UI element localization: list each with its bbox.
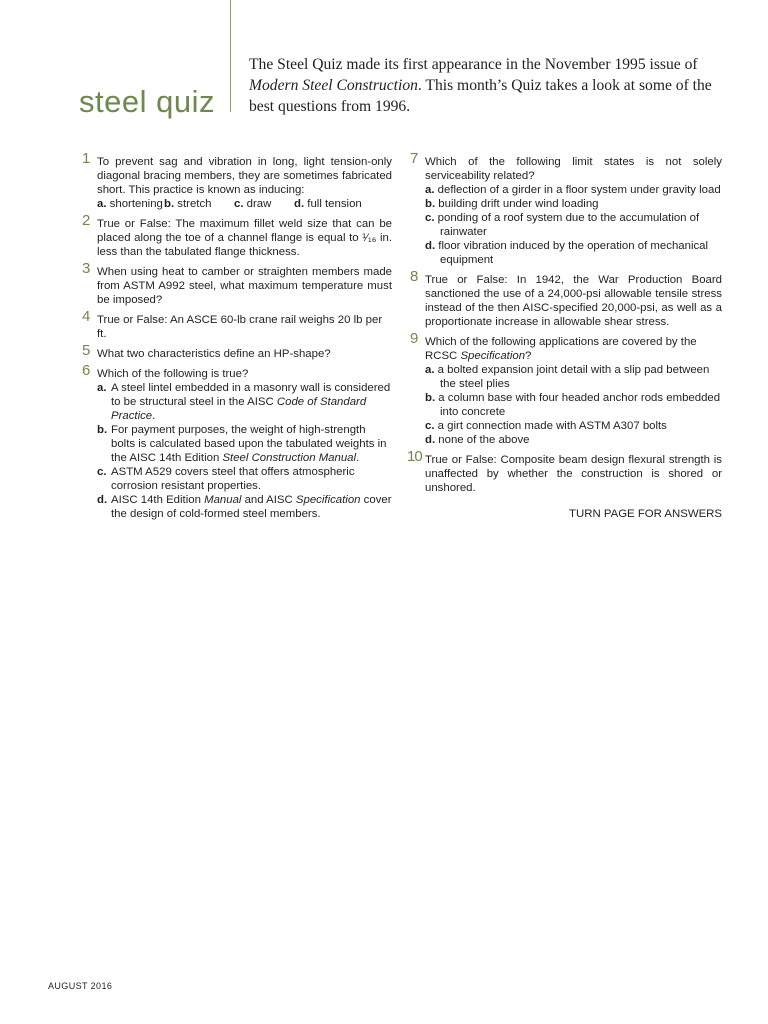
intro-paragraph xyxy=(249,54,729,117)
page-footer-date: AUGUST 2016 xyxy=(48,981,113,991)
question-7 xyxy=(410,150,722,267)
option-b: b. building drift under wind loading xyxy=(425,198,599,210)
intro-text-end: . This month’s Quiz takes a look at some of the best questions from 1996. xyxy=(249,77,712,115)
option-c: c. ASTM A529 covers steel that offers atmospheric corrosion resistant properties. xyxy=(97,466,355,492)
question-3 xyxy=(82,260,392,307)
option-d: d. full tension xyxy=(294,198,362,210)
question-number: 4 xyxy=(82,308,91,325)
left-column xyxy=(82,150,392,527)
option-c: c. ponding of a roof system due to the accumulation of rainwater xyxy=(425,212,700,238)
question-5 xyxy=(82,342,392,361)
question-text: Which of the following applications are covered by the RCSC Specification? xyxy=(425,336,697,362)
option-b: b. stretch xyxy=(164,198,212,210)
page-title: steel quiz xyxy=(79,84,215,119)
fraction: ¹⁄₁₆ xyxy=(362,232,377,244)
right-column xyxy=(407,150,722,521)
option-a: a. a bolted expansion joint detail with a slip pad between the steel plies xyxy=(425,364,710,390)
option-a: a. A steel lintel embedded in a masonry wall is considered to be structural steel in the AISC Code of Standard Practice. xyxy=(97,382,391,422)
option-b: b. For payment purposes, the weight of high-strength bolts is calculated based upon the tabulated weights in the AISC 14th Edition Steel Construction Manual. xyxy=(97,424,387,464)
option-c: c. draw xyxy=(234,198,272,210)
intro-text: The Steel Quiz made its first appearance in the November 1995 issue of xyxy=(249,56,698,73)
question-text: Which of the following limit states is not solely serviceability related? xyxy=(425,156,722,182)
turn-page-note: TURN PAGE FOR ANSWERS xyxy=(569,508,722,520)
question-text: To prevent sag and vibration in long, light tension-only diagonal bracing members, they are sometimes fabricated short. This practice is known as inducing: xyxy=(97,156,392,196)
question-10 xyxy=(407,448,722,495)
question-1 xyxy=(82,150,392,211)
question-6 xyxy=(82,362,392,521)
question-number: 3 xyxy=(82,260,91,277)
question-number: 2 xyxy=(82,212,91,229)
question-text: What two characteristics define an HP-shape? xyxy=(97,348,331,360)
question-text: True or False: In 1942, the War Production Board sanctioned the use of a 24,000-psi allowable tensile stress instead of the then AISC-specified 20,000-psi, as well as a proportionate increase in allowable shear stress. xyxy=(425,274,722,328)
question-text: Which of the following is true? xyxy=(97,368,249,380)
option-a: a. shortening xyxy=(97,198,163,210)
question-4 xyxy=(82,308,392,341)
option-a: a. deflection of a girder in a floor system under gravity load xyxy=(425,184,721,196)
question-number: 6 xyxy=(82,362,91,379)
question-number: 1 xyxy=(82,150,91,167)
header-divider xyxy=(230,0,231,112)
magazine-name: Modern Steel Construction xyxy=(249,77,418,94)
option-d: d. AISC 14th Edition Manual and AISC Specification cover the design of cold-formed steel members. xyxy=(97,494,392,520)
question-number: 7 xyxy=(410,150,419,167)
question-number: 5 xyxy=(82,342,91,359)
option-d: d. none of the above xyxy=(425,434,530,446)
question-8 xyxy=(410,268,722,329)
option-b: b. a column base with four headed anchor rods embedded into concrete xyxy=(425,392,721,418)
option-c: c. a girt connection made with ASTM A307 bolts xyxy=(425,420,667,432)
question-text: True or False: An ASCE 60-lb crane rail weighs 20 lb per ft. xyxy=(97,314,383,340)
question-number: 10 xyxy=(407,448,422,465)
question-text: True or False: The maximum fillet weld size that can be placed along the toe of a channel flange is equal to ¹⁄₁₆ in. less than the tabulated flange thickness. xyxy=(97,218,392,258)
question-9 xyxy=(410,330,722,447)
question-2 xyxy=(82,212,392,259)
question-number: 8 xyxy=(410,268,419,285)
question-text: True or False: Composite beam design flexural strength is unaffected by whether the construction is shored or unshored. xyxy=(425,454,722,494)
option-d: d. floor vibration induced by the operation of mechanical equipment xyxy=(425,240,709,266)
answer-options xyxy=(97,197,392,211)
question-number: 9 xyxy=(410,330,419,347)
question-text: When using heat to camber or straighten members made from ASTM A992 steel, what maximum temperature must be imposed? xyxy=(97,266,392,306)
